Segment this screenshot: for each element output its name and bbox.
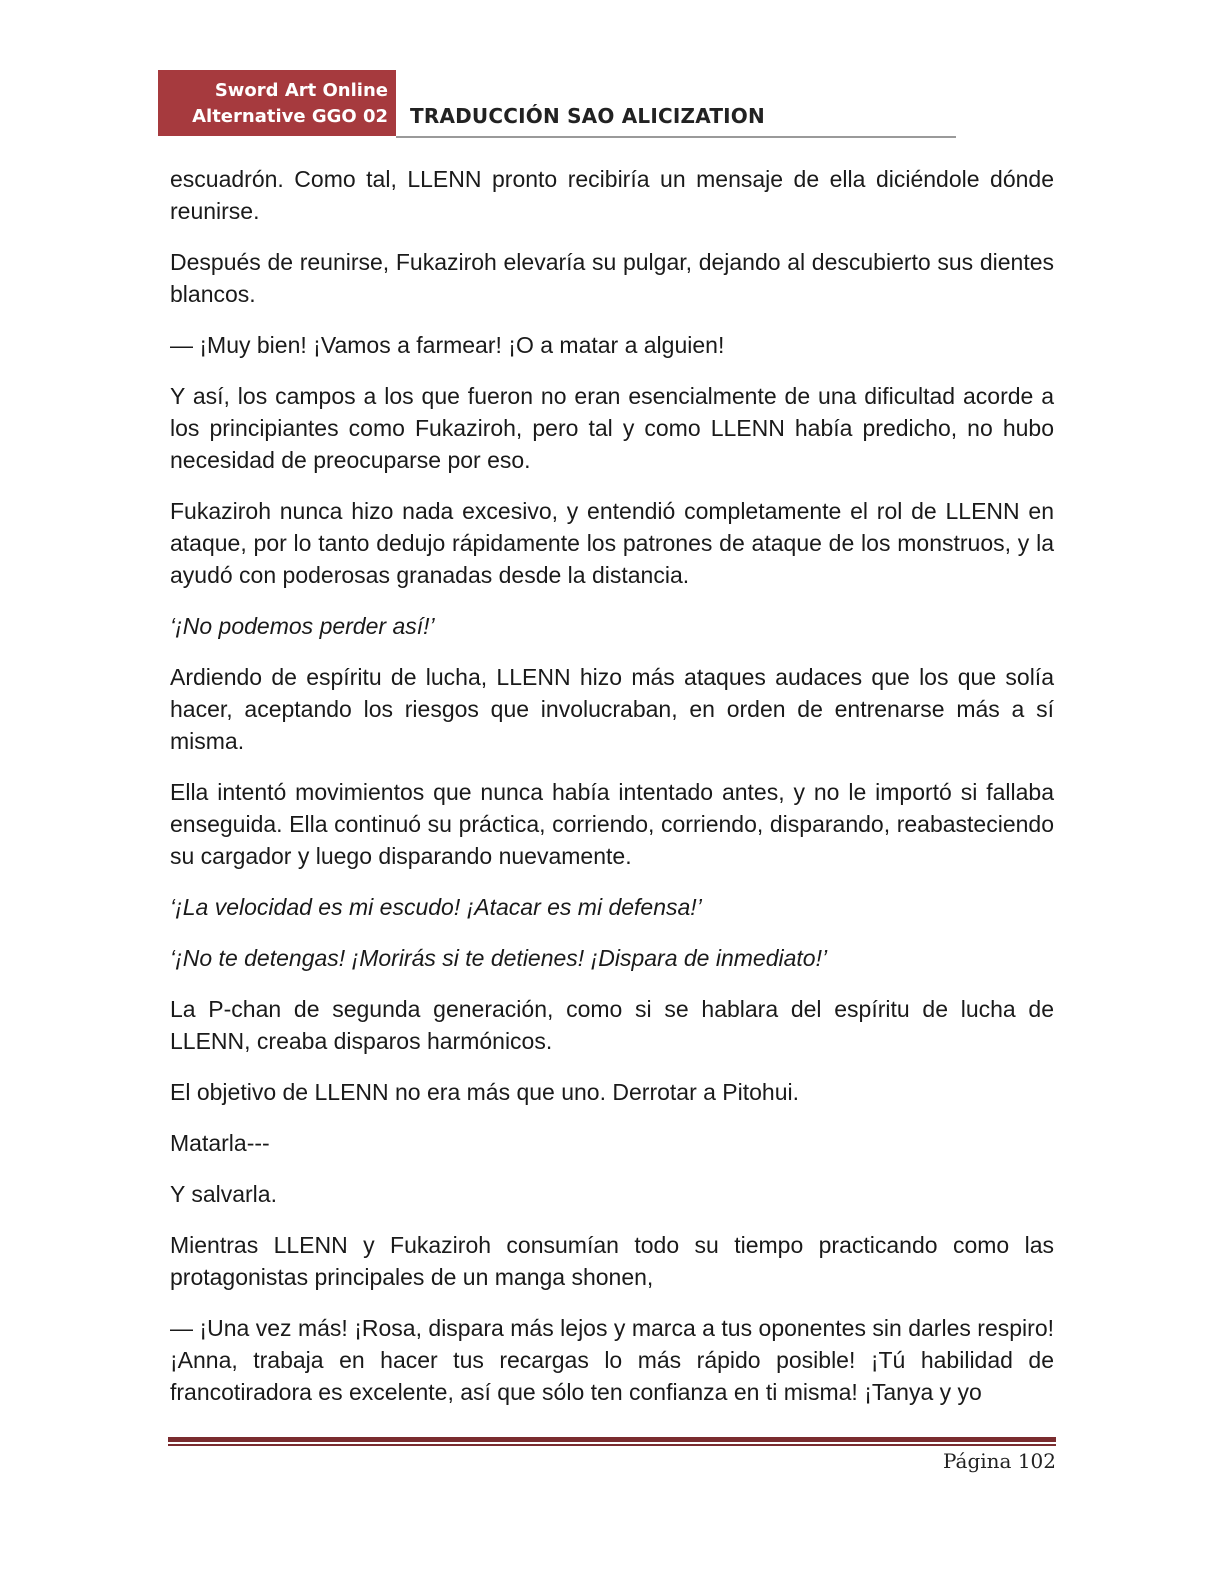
paragraph: Ardiendo de espíritu de lucha, LLENN hizo más ataques audaces que los que solía hacer, aceptando los riesgos que involucraban, en orden de entrenarse más a sí misma. <box>170 664 1054 754</box>
page-body <box>170 163 1054 1427</box>
paragraph: — ¡Muy bien! ¡Vamos a farmear! ¡O a matar a alguien! <box>170 332 725 358</box>
paragraph: Mientras LLENN y Fukaziroh consumían todo su tiempo practicando como las protagonistas principales de un manga shonen, <box>170 1232 1054 1290</box>
series-badge <box>158 70 396 136</box>
paragraph: Ella intentó movimientos que nunca había intentado antes, y no le importó si fallaba enseguida. Ella continuó su práctica, corriendo, corriendo, disparando, reabasteciendo su cargador y luego disparando nuevamente. <box>170 779 1054 869</box>
paragraph: Y así, los campos a los que fueron no eran esencialmente de una dificultad acorde a los principiantes como Fukaziroh, pero tal y como LLENN había predicho, no hubo necesidad de preocuparse por eso. <box>170 383 1054 473</box>
paragraph: Y salvarla. <box>170 1181 277 1207</box>
italic-thought: ‘¡No podemos perder así!’ <box>170 613 435 639</box>
paragraph: Después de reunirse, Fukaziroh elevaría su pulgar, dejando al descubierto sus dientes blancos. <box>170 249 1054 307</box>
page-number: Página 102 <box>942 1449 1056 1473</box>
paragraph: El objetivo de LLENN no era más que uno. Derrotar a Pitohui. <box>170 1079 800 1105</box>
footer-divider-thin <box>168 1444 1056 1446</box>
italic-thought: ‘¡La velocidad es mi escudo! ¡Atacar es mi defensa!’ <box>170 894 702 920</box>
paragraph: La P-chan de segunda generación, como si se hablara del espíritu de lucha de LLENN, creaba disparos harmónicos. <box>170 996 1054 1054</box>
series-title-line2: Alternative GGO 02 <box>192 106 388 127</box>
header-divider <box>396 136 956 138</box>
paragraph: escuadrón. Como tal, LLENN pronto recibiría un mensaje de ella diciéndole dónde reunirse. <box>170 166 1054 224</box>
document-title: TRADUCCIÓN SAO ALICIZATION <box>410 104 765 128</box>
series-title-line1: Sword Art Online <box>214 80 388 101</box>
italic-thought: ‘¡No te detengas! ¡Morirás si te detienes! ¡Dispara de inmediato!’ <box>170 945 828 971</box>
paragraph: Matarla--- <box>170 1130 270 1156</box>
paragraph: — ¡Una vez más! ¡Rosa, dispara más lejos y marca a tus oponentes sin darles respiro! ¡Anna, trabaja en hacer tus recargas lo más rápido posible! ¡Tú habilidad de francotiradora es excelente, así que sólo ten confianza en ti misma! ¡Tanya y yo <box>170 1315 1054 1405</box>
page-header <box>158 70 956 138</box>
paragraph: Fukaziroh nunca hizo nada excesivo, y entendió completamente el rol de LLENN en ataque, por lo tanto dedujo rápidamente los patrones de ataque de los monstruos, y la ayudó con poderosas granadas desde la distancia. <box>170 498 1054 588</box>
footer-divider-thick <box>168 1437 1056 1442</box>
